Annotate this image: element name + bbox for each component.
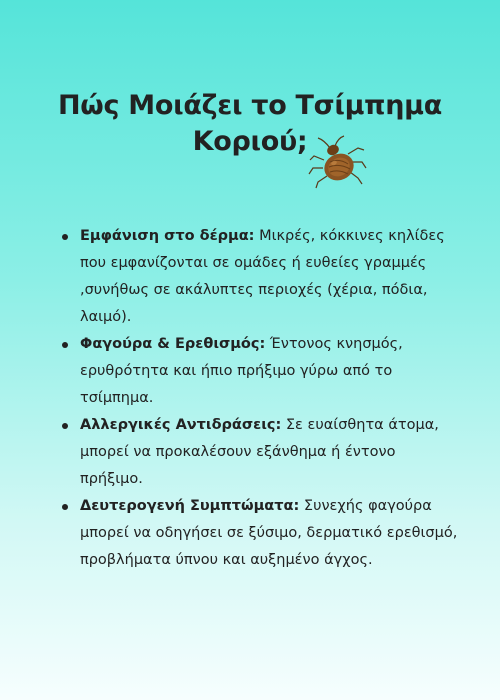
bedbug-icon <box>308 134 368 194</box>
list-item <box>62 331 462 412</box>
bullet-dot <box>62 342 68 348</box>
page-title <box>0 88 500 160</box>
list-item <box>62 493 462 574</box>
bullet-heading: Φαγούρα & Ερεθισμός: <box>80 336 266 352</box>
bullet-heading: Δευτερογενή Συμπτώματα: <box>80 498 300 514</box>
bullet-dot <box>62 234 68 240</box>
bullet-dot <box>62 423 68 429</box>
list-item <box>62 223 462 331</box>
bullet-text: Έντονος κνησμός, ερυθρότητα και ήπιο πρήξιμο γύρω από το τσίμπημα. <box>80 336 403 406</box>
title-line-2: Κοριού; <box>192 126 308 157</box>
symptom-list <box>62 223 462 574</box>
bullet-heading: Εμφάνιση στο δέρμα: <box>80 228 255 244</box>
title-line-1: Πώς Μοιάζει το Τσίμπημα <box>58 90 442 121</box>
bullet-text: Μικρές, κόκκινες κηλίδες που εμφανίζονται σε ομάδες ή ευθείες γραμμές ,συνήθως σε ακάλυπτες περιοχές (χέρια, πόδια, λαιμό). <box>80 228 445 325</box>
bullet-text: Σε ευαίσθητα άτομα, μπορεί να προκαλέσουν εξάνθημα ή έντονο πρήξιμο. <box>80 417 439 487</box>
bullet-text: Συνεχής φαγούρα μπορεί να οδηγήσει σε ξύσιμο, δερματικό ερεθισμό, προβλήματα ύπνου και αυξημένο άγχος. <box>80 498 458 568</box>
bullet-heading: Αλλεργικές Αντιδράσεις: <box>80 417 282 433</box>
list-item <box>62 412 462 493</box>
bullet-dot <box>62 504 68 510</box>
